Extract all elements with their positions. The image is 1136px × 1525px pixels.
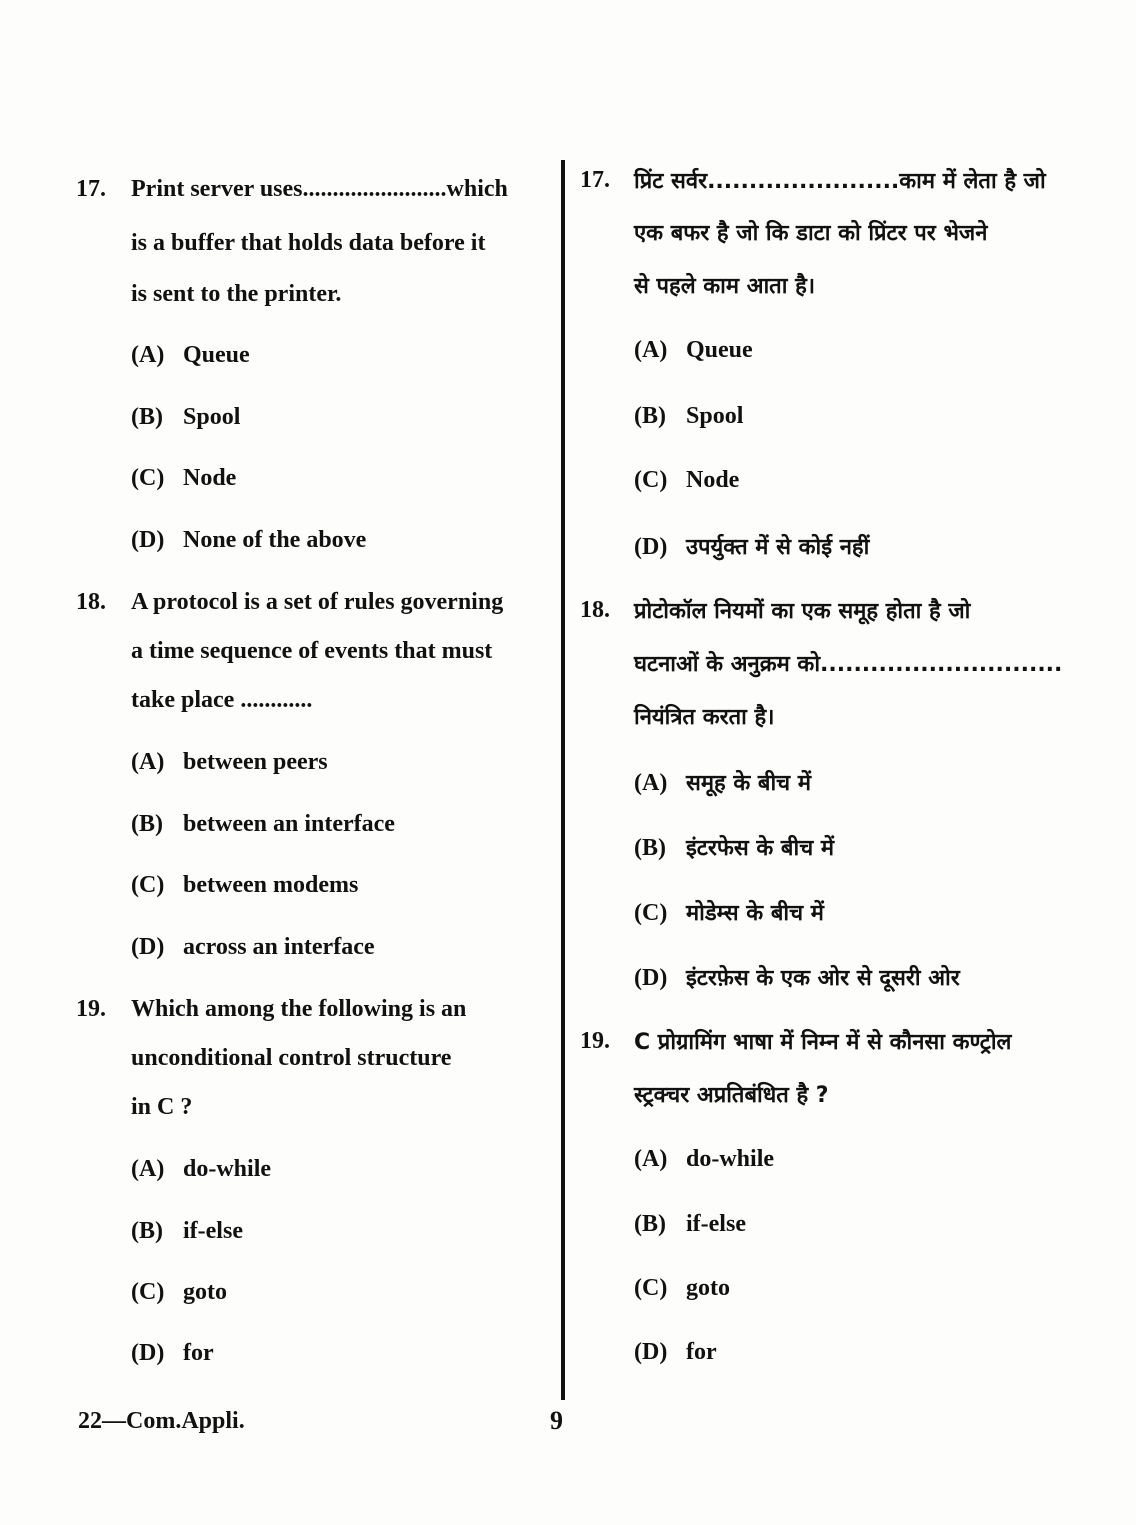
hi-q18-option-d: (D) इंटरफ़ेस के एक ओर से दूसरी ओर — [634, 965, 960, 991]
hi-q17-option-c: (C) Node — [634, 467, 740, 493]
en-q19-line-2: unconditional control structure — [131, 1045, 452, 1071]
hi-q17-line-3: से पहले काम आता है। — [634, 274, 816, 299]
en-q17-option-d: (D) None of the above — [131, 527, 367, 553]
hi-q19-line-2: स्ट्रक्चर अप्रतिबंधित है ? — [634, 1083, 829, 1108]
hi-q17-number: 17. — [580, 167, 610, 193]
en-q19-option-d: (D) for — [131, 1340, 214, 1366]
hi-q18-number: 18. — [580, 597, 610, 623]
hi-q17-option-a: (A) Queue — [634, 337, 753, 363]
en-q19-number: 19. — [76, 996, 106, 1022]
hi-q18-option-a: (A) समूह के बीच में — [634, 770, 811, 796]
hi-q18-line-1: प्रोटोकॉल नियमों का एक समूह होता है जो — [634, 599, 971, 624]
column-divider — [561, 160, 565, 1400]
en-q18-option-b: (B) between an interface — [131, 811, 395, 837]
page-number: 9 — [550, 1406, 563, 1435]
en-q18-line-2: a time sequence of events that must — [131, 638, 493, 664]
hi-q17-line-1: प्रिंट सर्वर.......................काम में लेता है जो — [634, 169, 1046, 194]
en-q17-line-2: is a buffer that holds data before it — [131, 230, 486, 256]
en-q17-option-c: (C) Node — [131, 465, 237, 491]
en-q18-number: 18. — [76, 589, 106, 615]
en-q19-option-a: (A) do-while — [131, 1156, 272, 1182]
hi-q19-option-b: (B) if-else — [634, 1211, 746, 1237]
hi-q18-option-b: (B) इंटरफेस के बीच में — [634, 835, 834, 861]
en-q18-line-3: take place ............ — [131, 687, 313, 713]
en-q19-line-1: Which among the following is an — [131, 996, 467, 1022]
en-q17-option-a: (A) Queue — [131, 342, 250, 368]
en-q17-option-b: (B) Spool — [131, 404, 241, 430]
hi-q18-line-3: नियंत्रित करता है। — [634, 705, 775, 730]
en-q17-number: 17. — [76, 176, 106, 202]
en-q19-option-b: (B) if-else — [131, 1218, 243, 1244]
hi-q17-option-d: (D) उपर्युक्त में से कोई नहीं — [634, 534, 870, 560]
hi-q19-option-c: (C) goto — [634, 1275, 730, 1301]
hi-q18-option-c: (C) मोडेम्स के बीच में — [634, 900, 824, 926]
en-q17-line-1: Print server uses........................which — [131, 176, 508, 202]
paper-code: 22—Com.Appli. — [78, 1408, 245, 1434]
hi-q19-option-d: (D) for — [634, 1339, 717, 1365]
hi-q19-number: 19. — [580, 1028, 610, 1054]
en-q17-line-3: is sent to the printer. — [131, 281, 342, 307]
hi-q19-option-a: (A) do-while — [634, 1146, 775, 1172]
hi-q17-option-b: (B) Spool — [634, 403, 744, 429]
en-q18-line-1: A protocol is a set of rules governing — [131, 589, 504, 615]
hi-q17-line-2: एक बफर है जो कि डाटा को प्रिंटर पर भेजने — [634, 221, 988, 246]
en-q19-option-c: (C) goto — [131, 1279, 227, 1305]
hi-q19-line-1: C प्रोग्रामिंग भाषा में निम्न में से कौनसा कण्ट्रोल — [634, 1030, 1012, 1055]
en-q18-option-c: (C) between modems — [131, 872, 359, 898]
en-q19-line-3: in C ? — [131, 1094, 193, 1120]
hi-q18-line-2: घटनाओं के अनुक्रम को............................. — [634, 652, 1063, 677]
en-q18-option-a: (A) between peers — [131, 749, 328, 775]
en-q18-option-d: (D) across an interface — [131, 934, 375, 960]
